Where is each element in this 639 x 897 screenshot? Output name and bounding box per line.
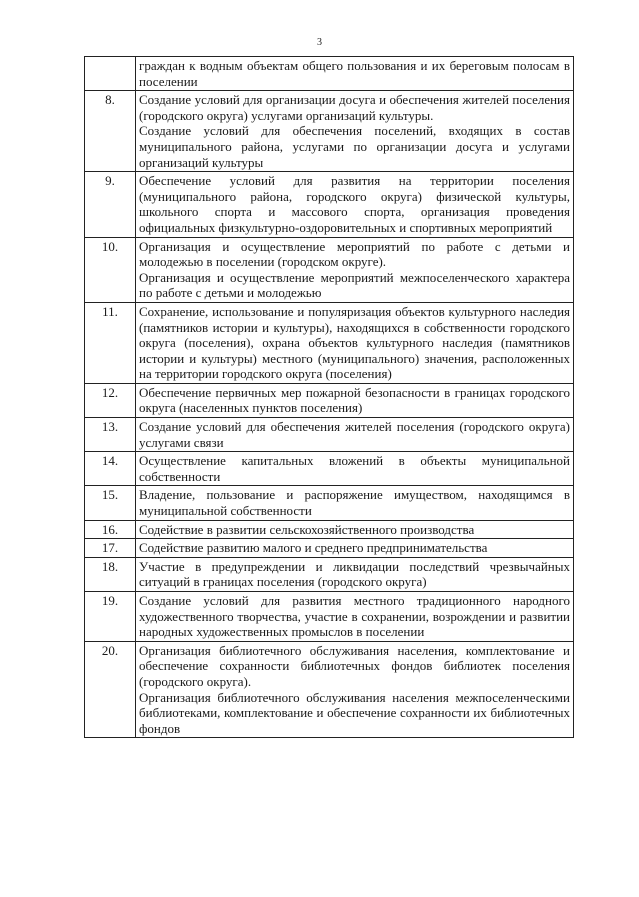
row-paragraph: Осуществление капитальных вложений в объекты муниципальной собственности <box>139 453 570 484</box>
row-paragraph: граждан к водным объектам общего пользования и их береговым полосам в поселении <box>139 58 570 89</box>
table-row <box>85 520 574 539</box>
table-row <box>85 557 574 591</box>
row-number: 10. <box>85 237 136 302</box>
table-row <box>85 418 574 452</box>
table-row <box>85 302 574 383</box>
row-content <box>136 237 574 302</box>
row-number: 20. <box>85 641 136 738</box>
row-content <box>136 520 574 539</box>
row-paragraph: Организация библиотечного обслуживания населения, комплектование и обеспечение сохранности библиотечных фондов библиотек поселения (городского округа). <box>139 642 570 689</box>
powers-table <box>84 56 574 738</box>
row-paragraph: Содействие в развитии сельскохозяйственного производства <box>139 521 475 537</box>
table-row <box>85 592 574 642</box>
page-number: 3 <box>317 37 322 48</box>
row-number: 15. <box>85 486 136 520</box>
row-paragraph: Содействие развитию малого и среднего предпринимательства <box>139 540 488 556</box>
row-paragraph: Создание условий для обеспечения жителей поселения (городского округа) услугами связи <box>139 419 570 450</box>
table-row <box>85 383 574 417</box>
row-paragraph: Участие в предупреждении и ликвидации последствий чрезвычайных ситуаций в границах поселения (городского округа) <box>139 558 570 590</box>
row-paragraph: Создание условий для организации досуга и обеспечения жителей поселения (городского округа) услугами организаций культуры. <box>139 92 570 123</box>
row-number: 18. <box>85 557 136 591</box>
row-paragraph: Обеспечение условий для развития на территории поселения (муниципального района, городского округа) физической культуры, школьного спорта и массового спорта, организация проведения официальных физкультурно-оздоровительных и спортивных мероприятий <box>139 173 570 235</box>
row-content <box>136 302 574 383</box>
table-row <box>85 486 574 520</box>
row-content <box>136 172 574 237</box>
row-content <box>136 452 574 486</box>
table-row <box>85 539 574 558</box>
table-row <box>85 57 574 91</box>
row-paragraph: Организация библиотечного обслуживания населения межпоселенческими библиотеками, комплектование и обеспечение сохранности их библиотечных фондов <box>139 689 570 736</box>
table-row <box>85 172 574 237</box>
row-paragraph: Организация и осуществление мероприятий по работе с детьми и молодежью в поселении (городском округе). <box>139 238 570 270</box>
row-number: 13. <box>85 418 136 452</box>
row-content <box>136 91 574 172</box>
row-number: 14. <box>85 452 136 486</box>
row-content <box>136 539 574 558</box>
row-paragraph: Создание условий для развития местного традиционного народного художественного творчества, участие в сохранении, возрождении и развитии народных художественных промыслов в поселении <box>139 593 570 640</box>
row-number <box>85 57 136 91</box>
table-row <box>85 452 574 486</box>
row-content <box>136 57 574 91</box>
row-paragraph: Сохранение, использование и популяризация объектов культурного наследия (памятников истории и культуры), находящихся в собственности городского округа (поселения), охрана объектов культурного наследия (памятников истории и культуры) местного (муниципального) значения, расположенных на территории городского округа (поселения) <box>139 303 570 382</box>
row-number: 19. <box>85 592 136 642</box>
table-row <box>85 237 574 302</box>
row-content <box>136 592 574 642</box>
row-content <box>136 641 574 738</box>
table-body <box>85 57 574 738</box>
row-number: 12. <box>85 383 136 417</box>
row-content <box>136 418 574 452</box>
row-number: 8. <box>85 91 136 172</box>
table-row <box>85 641 574 738</box>
row-number: 16. <box>85 520 136 539</box>
row-content <box>136 557 574 591</box>
row-content <box>136 383 574 417</box>
row-paragraph: Создание условий для обеспечения поселений, входящих в состав муниципального района, услугами по организации досуга и услугами организаций культуры <box>139 123 570 170</box>
row-paragraph: Обеспечение первичных мер пожарной безопасности в границах городского округа (населенных пунктов поселения) <box>139 384 570 416</box>
table-row <box>85 91 574 172</box>
row-number: 9. <box>85 172 136 237</box>
row-content <box>136 486 574 520</box>
row-number: 17. <box>85 539 136 558</box>
row-number: 11. <box>85 302 136 383</box>
row-paragraph: Организация и осуществление мероприятий межпоселенческого характера по работе с детьми и молодежью <box>139 269 570 301</box>
row-paragraph: Владение, пользование и распоряжение имуществом, находящимся в муниципальной собственности <box>139 487 570 519</box>
